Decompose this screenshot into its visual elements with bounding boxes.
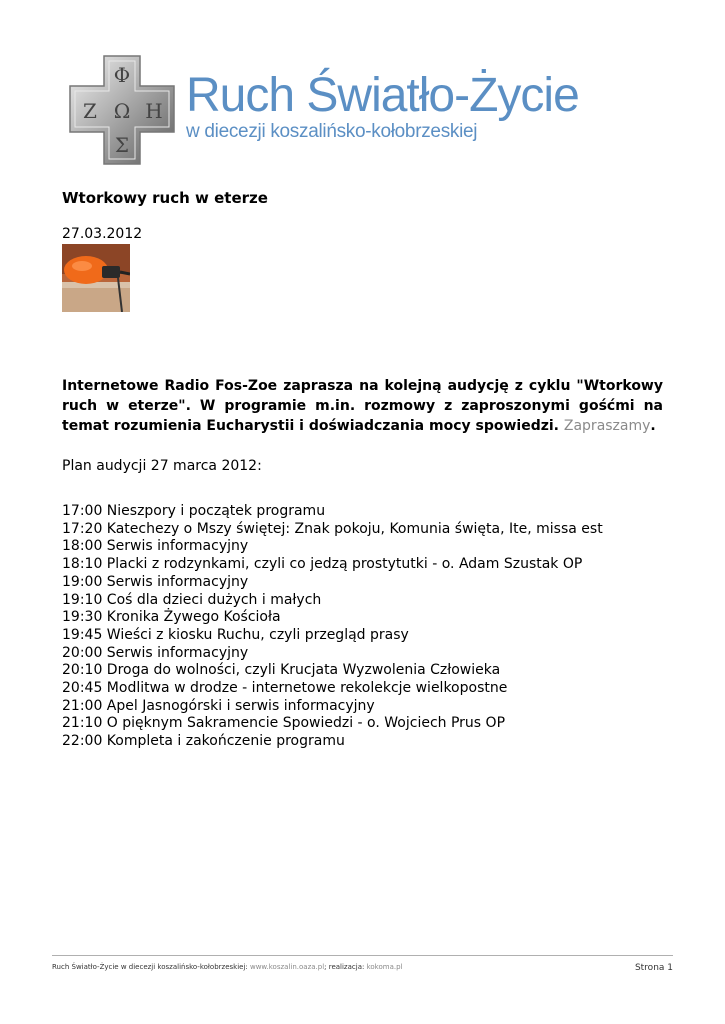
article-date: 27.03.2012	[62, 226, 143, 242]
footer-realization-link[interactable]: kokoma.pl	[366, 963, 403, 971]
schedule-item: 17:20 Katechezy o Mszy świętej: Znak pokoju, Komunia święta, Ite, missa est	[62, 520, 603, 537]
schedule-item: 17:00 Nieszpory i początek programu	[62, 503, 326, 519]
article-title: Wtorkowy ruch w eterze	[62, 189, 268, 207]
lead-paragraph	[62, 376, 663, 436]
page-number: Strona 1	[634, 963, 673, 973]
schedule-item: 22:00 Kompleta i zakończenie programu	[62, 733, 345, 750]
footer-label: Ruch Światło-Życie w diecezji koszalińsko-kołobrzeskiej:	[52, 963, 250, 971]
schedule-item: 19:30 Kronika Żywego Kościoła	[62, 609, 281, 626]
brand-title: Ruch Światło-Życie	[186, 69, 579, 122]
schedule-item: 18:10 Placki z rodzynkami, czyli co jedzą prostytutki - o. Adam Szustak OP	[62, 556, 583, 573]
brand-heading	[186, 69, 579, 142]
lead-link[interactable]: Zapraszamy	[563, 418, 651, 434]
schedule-item: 19:45 Wieści z kiosku Ruchu, czyli przegląd prasy	[62, 626, 409, 643]
schedule-item: 19:10 Coś dla dzieci dużych i małych	[62, 591, 322, 608]
schedule-item: 21:10 O pięknym Sakramencie Spowiedzi - o. Wojciech Prus OP	[62, 715, 506, 732]
lead-text: Internetowe Radio Fos-Zoe zaprasza na kolejną audycję z cyklu "Wtorkowy ruch w eterze". W programie m.in. rozmowy z zaproszonymi gośćmi na temat rozumienia Eucharystii i doświadczania mocy spowiedzi.	[62, 378, 663, 434]
schedule-item: 19:00 Serwis informacyjny	[62, 573, 249, 590]
svg-text:Φ: Φ	[113, 63, 131, 87]
cross-emblem-icon	[62, 52, 182, 168]
footer-divider	[52, 955, 673, 956]
footer-text	[52, 963, 402, 971]
schedule-list	[62, 503, 603, 751]
lead-end: .	[650, 418, 656, 434]
schedule-item: 20:10 Droga do wolności, czyli Krucjata Wyzwolenia Człowieka	[62, 662, 501, 679]
schedule-item: 21:00 Apel Jasnogórski i serwis informacyjny	[62, 697, 375, 714]
svg-text:Ζ: Ζ	[83, 99, 97, 123]
svg-text:Ω: Ω	[113, 99, 131, 123]
plan-heading: Plan audycji 27 marca 2012:	[62, 458, 262, 474]
footer-site-link[interactable]: www.koszalin.oaza.pl	[249, 963, 325, 971]
schedule-item: 18:00 Serwis informacyjny	[62, 538, 249, 555]
footer-separator: ; realizacja:	[324, 963, 367, 971]
microphone-thumbnail-image	[62, 244, 130, 312]
svg-text:Η: Η	[145, 99, 163, 123]
schedule-item: 20:00 Serwis informacyjny	[62, 644, 249, 661]
brand-subtitle: w diecezji koszalińsko-kołobrzeskiej	[186, 121, 478, 142]
svg-text:Σ: Σ	[114, 133, 130, 157]
schedule-item: 20:45 Modlitwa w drodze - internetowe rekolekcje wielkopostne	[62, 680, 508, 697]
